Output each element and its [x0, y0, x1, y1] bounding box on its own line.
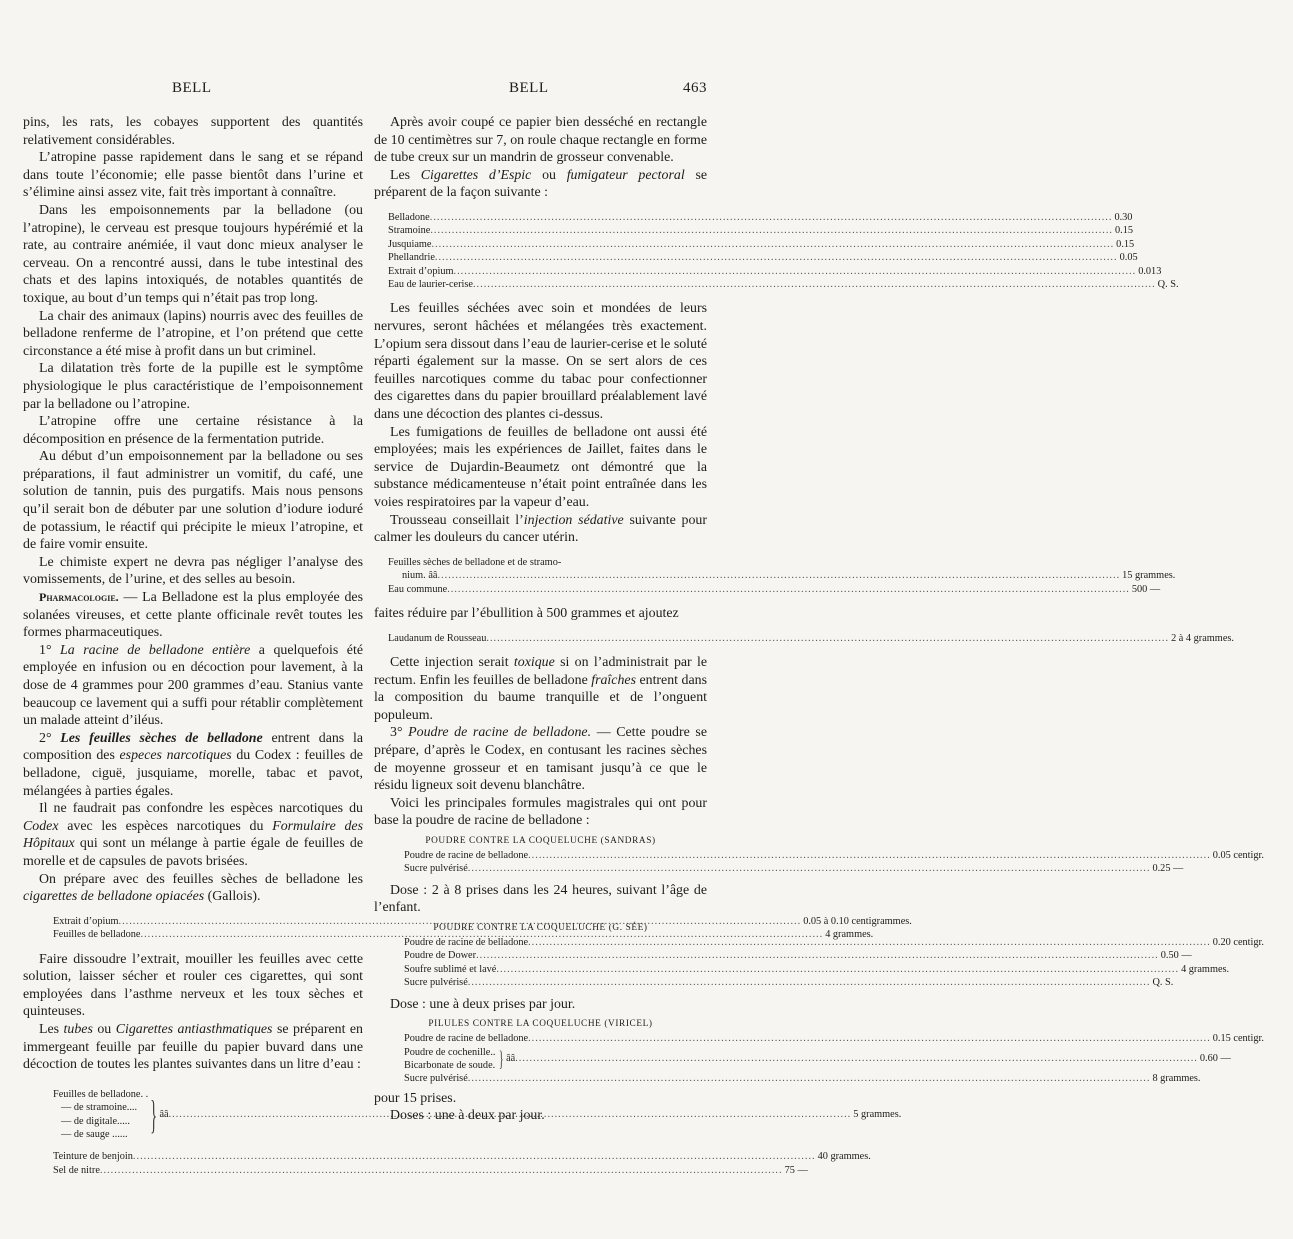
- amount: 4 grammes.: [825, 929, 874, 941]
- paragraph: pour 15 prises.: [374, 1090, 457, 1106]
- ingredient: Jusquiame: [388, 238, 432, 250]
- recipe-row: [388, 211, 1133, 224]
- dose-text: Doses : une à deux par jour.: [390, 1108, 545, 1124]
- italic-term: injection sédative: [523, 512, 624, 528]
- amount: 0.013: [1138, 265, 1162, 277]
- paragraph: Voici les principales formules magistrales qui ont pour base la poudre de racine de belladone :: [374, 795, 707, 829]
- italic-term: Poudre de racine de belladone.: [408, 725, 592, 741]
- ingredient: Laudanum de Rousseau: [388, 632, 487, 644]
- aa-label: ââ: [159, 1108, 169, 1120]
- text: se préparent en immergeant feuille par feuille du papier buvard dans une décoction de toutes les plantes suivantes dans un litre d’eau :: [23, 1021, 364, 1073]
- formula-title: POUDRE CONTRE LA COQUELUCHE (SANDRAS): [425, 835, 656, 846]
- recipe-row: [388, 569, 1176, 582]
- section-heading: Pharmacologie.: [39, 590, 119, 605]
- recipe-row: [388, 238, 1135, 251]
- italic-term: fumigateur pectoral: [566, 167, 685, 183]
- paragraph: [23, 1021, 363, 1074]
- formula-table: [404, 1032, 1264, 1086]
- text: Les: [390, 167, 421, 183]
- ingredient: — de sauge ......: [61, 1128, 128, 1140]
- recipe-row: [388, 632, 1234, 645]
- recipe-row: [388, 224, 1134, 237]
- amount: 0.05 centigr.: [1212, 849, 1264, 861]
- ingredient: Sucre pulvérisé: [404, 977, 468, 989]
- amount: 15 grammes.: [1122, 570, 1176, 582]
- brace-list: [404, 1046, 496, 1073]
- ingredient: Teinture de benjoin: [53, 1151, 133, 1163]
- page-number: 463: [683, 80, 707, 96]
- amount: 2 à 4 grammes.: [1171, 632, 1234, 644]
- paragraph: [23, 730, 363, 800]
- ingredient: Sucre pulvérisé: [404, 1073, 468, 1085]
- paragraph: [374, 654, 707, 724]
- paragraph: [23, 800, 363, 870]
- italic-term: Cigarettes d’Espic: [420, 167, 532, 183]
- amount: 0.05 à 0.10 centigrammes.: [803, 915, 912, 927]
- recipe-table: [388, 211, 1179, 291]
- ingredient: Extrait d’opium: [388, 265, 454, 277]
- italic-term: especes narcotiques: [119, 748, 232, 764]
- ingredient: Poudre de cochenille..: [404, 1046, 496, 1058]
- ingredient: — de stramoine....: [61, 1102, 138, 1114]
- recipe-row: [388, 583, 1161, 596]
- recipe-table: [388, 632, 1234, 645]
- amount: 75 —: [784, 1164, 808, 1176]
- paragraph: La chair des animaux (lapins) nourris avec des feuilles de belladone renferme de l’atropine, et l’on prétend que cette circonstance a été mise à profit dans un but criminel.: [23, 308, 363, 359]
- paragraph: Les fumigations de feuilles de belladone ont aussi été employées; mais les expériences de Jaillet, faites dans le service de Dujardin-Beaumetz ont démontré que la substance médicamenteuse n’était point entraînée dans les voies respiratoires par la vapeur d’eau.: [374, 424, 707, 510]
- brace-list: [53, 1088, 148, 1142]
- amount: 5 grammes.: [853, 1108, 902, 1120]
- item-number: 3°: [390, 725, 409, 741]
- amount: 0.30: [1114, 211, 1133, 223]
- italic-term: Formulaire des Hôpitaux: [23, 818, 363, 852]
- recipe-row: [388, 265, 1162, 278]
- recipe-row: [404, 949, 1192, 962]
- text: si on l’administrait par le rectum. Enfin les feuilles de belladone: [374, 654, 708, 688]
- paragraph: [23, 642, 363, 730]
- dose-text: Dose : 2 à 8 prises dans les 24 heures, suivant l’âge de l’enfant.: [374, 882, 707, 916]
- pharmacology-paragraph: [23, 589, 363, 642]
- recipe-row: [404, 1072, 1201, 1085]
- ingredient: Eau de laurier-cerise: [388, 279, 473, 290]
- italic-term: La racine de belladone entière: [60, 642, 251, 658]
- paragraph: Le chimiste expert ne devra pas négliger l’analyse des vomissements, de l’urine, et des selles au besoin.: [23, 554, 363, 588]
- text: du Codex : feuilles de belladone, ciguë, jusquiame, morelle, tabac et pavot, mélangées à parties égales.: [23, 748, 363, 799]
- italic-term: Les feuilles sèches de belladone: [60, 730, 263, 746]
- formula-table: [404, 849, 1264, 876]
- ingredient: — de digitale.....: [61, 1115, 130, 1127]
- recipe-row: [404, 936, 1264, 949]
- item-number: 1°: [39, 642, 61, 658]
- ingredient: Poudre de racine de belladone: [404, 1033, 529, 1045]
- right-brace-icon: }: [150, 1091, 158, 1137]
- text: qui sont un mélange à partie égale de feuilles de morelle et de capsules de pavots brisées.: [23, 836, 363, 869]
- paragraph: [374, 724, 707, 794]
- italic-term: cigarettes de belladone opiacées: [23, 889, 205, 905]
- paragraph: pins, les rats, les cobayes supportent des quantités relativement considérables.: [23, 115, 363, 148]
- amount: 0.60 —: [1199, 1053, 1231, 1065]
- italic-term: tubes: [63, 1021, 93, 1037]
- paragraph: L’atropine offre une certaine résistance à la décomposition en présence de la fermentation putride.: [23, 414, 363, 447]
- ingredient: Soufre sublimé et lavé: [404, 963, 497, 975]
- text: Les: [39, 1021, 64, 1037]
- recipe-row: [388, 251, 1138, 264]
- text: suivante pour calmer les douleurs du cancer utérin.: [374, 512, 708, 546]
- ingredient: Poudre de racine de belladone: [404, 849, 529, 861]
- amount: Q. S.: [1157, 279, 1179, 290]
- recipe-row: [404, 963, 1230, 976]
- text: se préparent de la façon suivante :: [374, 167, 708, 201]
- paragraph: [23, 871, 363, 906]
- text: a quelquefois été employée en infusion ou en décoction pour lavement, à la dose de 4 grammes pour 200 grammes d’eau. Stanius vante beaucoup ce lavement qui a suffi pour rétablir complètement un malade atteint d’iléus.: [23, 642, 363, 729]
- text: ou: [531, 167, 567, 183]
- running-header-left: BELL: [172, 80, 212, 96]
- amount: 0.20 centigr.: [1212, 936, 1264, 948]
- formula-table: [404, 936, 1264, 990]
- recipe-row: [404, 976, 1174, 989]
- ingredient: Stramoine: [388, 225, 431, 237]
- amount: 0.15: [1115, 225, 1134, 237]
- recipe-table: [53, 1150, 871, 1177]
- formula-title: PILULES CONTRE LA COQUELUCHE (VIRICEL): [428, 1019, 653, 1030]
- ingredient: Feuilles sèches de belladone et de stramo-: [388, 556, 562, 568]
- text: Cette injection serait: [390, 654, 514, 670]
- italic-term: Codex: [23, 818, 59, 834]
- ingredient: Extrait d’opium: [53, 915, 119, 927]
- recipe-row: [404, 862, 1184, 875]
- text: ou: [92, 1021, 116, 1037]
- text: — Cette poudre se prépare, d’après le Codex, en contusant les racines sèches de moyenne grosseur et en tamisant jusqu’à ce que le résidu ligneux soit devenu blanchâtre.: [374, 725, 707, 794]
- paragraph: faites réduire par l’ébullition à 500 grammes et ajoutez: [374, 605, 679, 621]
- running-header-center: BELL: [509, 80, 549, 96]
- ingredient: Poudre de Dower: [404, 950, 477, 962]
- amount: 8 grammes.: [1152, 1073, 1201, 1085]
- amount: 500 —: [1131, 583, 1161, 595]
- recipe-row: [53, 928, 874, 941]
- formula-title: POUDRE CONTRE LA COQUELUCHE (G. SÉE): [433, 922, 648, 933]
- paragraph: Après avoir coupé ce papier bien desséché en rectangle de 10 centimètres sur 7, on roule chaque rectangle en forme de tube creux sur un mandrin de grosseur convenable.: [374, 115, 707, 166]
- ingredient: Poudre de racine de belladone: [404, 936, 529, 948]
- item-number: 2°: [39, 730, 61, 746]
- recipe-row: [404, 849, 1264, 862]
- paragraph: La dilatation très forte de la pupille est le symptôme physiologique le plus caractéristique de l’empoisonnement par la belladone ou l’atropine.: [23, 361, 363, 412]
- amount: 0.05: [1119, 252, 1138, 264]
- amount: 0.50 —: [1160, 950, 1192, 962]
- ingredient: Feuilles de belladone. .: [53, 1088, 149, 1100]
- text: — La Belladone est la plus employée des solanées vireuses, et cette plante officinale revêt toutes les formes pharmaceutiques.: [23, 590, 363, 641]
- text: (Gallois).: [204, 889, 261, 905]
- ingredient: Sel de nitre: [53, 1164, 100, 1176]
- text: avec les espèces narcotiques du: [58, 818, 273, 834]
- recipe-table: [388, 556, 1176, 596]
- amount: 0.25 —: [1152, 863, 1184, 875]
- right-brace-icon: }: [498, 1045, 504, 1071]
- aa-label: ââ: [506, 1053, 516, 1065]
- recipe-row: [53, 1164, 808, 1177]
- text: Il ne faudrait pas confondre les espèces narcotiques du: [39, 801, 363, 817]
- amount: 0.15 centigr.: [1212, 1033, 1264, 1045]
- amount: 40 grammes.: [817, 1151, 871, 1163]
- recipe-row: [404, 1032, 1264, 1045]
- recipe-row: [53, 1150, 871, 1163]
- paragraph: Dans les empoisonnements par la belladone (ou l’atropine), le cerveau est presque toujours hypérémié et la rate, au contraire anémiée, il vaut donc mieux analyser le cerveau. On a rencontré aussi, dans le tube intestinal des chats et des lapins intoxiqués, de notables quantités de toxique, au bout d’un temps qui n’était pas trop long.: [23, 202, 363, 306]
- italic-term: toxique: [513, 654, 555, 670]
- brace-recipe: [404, 1045, 1231, 1073]
- italic-term: Cigarettes antiasthmatiques: [115, 1021, 273, 1037]
- paragraph: Les feuilles séchées avec soin et mondées de leurs nervures, seront hâchées et mélangées très exactement. L’opium sera dissout dans l’eau de laurier-cerise et le soluté réparti également sur la masse. On se sert alors de ces feuilles narcotiques comme du tabac pour confectionner des cigarettes dans du papier brouillard préalablement lavé dans une décoction des plantes ci-dessus.: [374, 301, 707, 422]
- ingredient: Phellandrie: [388, 252, 435, 264]
- paragraph: [374, 167, 707, 202]
- ingredient: nium. ââ: [402, 570, 438, 582]
- text: Trousseau conseillait l’: [390, 512, 524, 528]
- recipe-row: [506, 1052, 1280, 1065]
- paragraph: Faire dissoudre l’extrait, mouiller les feuilles avec cette solution, laisser sécher et rouler ces cigarettes, qui sont employées dans l’asthme nerveux et les toux sèches et quinteuses.: [23, 951, 363, 1020]
- recipe-row: [388, 278, 1179, 291]
- paragraph: [374, 512, 707, 547]
- text: entrent dans la composition du baume tranquille et de l’onguent populeum.: [374, 672, 707, 723]
- ingredient: Eau commune: [388, 583, 448, 595]
- ingredient: Bicarbonate de soude.: [404, 1059, 496, 1071]
- ingredient: Sucre pulvérisé: [404, 863, 468, 875]
- ingredient: Feuilles de belladone: [53, 929, 141, 941]
- paragraph: Au début d’un empoisonnement par la belladone ou ses préparations, il faut administrer un vomitif, du café, une solution de tannin, puis des purgatifs. Mais nous pensons qu’il serait bon de débuter par une solution d’iodure ioduré de potassium, le réactif qui précipite le mieux l’atropine, et de faire vomir ensuite.: [23, 449, 363, 553]
- amount: 0.15: [1116, 238, 1135, 250]
- italic-term: fraîches: [591, 672, 636, 688]
- amount: 4 grammes.: [1181, 963, 1230, 975]
- ingredient: Belladone: [388, 211, 430, 223]
- paragraph: L’atropine passe rapidement dans le sang et se répand dans toute l’économie; elle passe bientôt dans l’urine et s’élimine ainsi assez vite, fait très important à connaître.: [23, 150, 363, 201]
- text: On prépare avec des feuilles sèches de belladone les: [39, 871, 363, 887]
- dose-text: Dose : une à deux prises par jour.: [390, 996, 576, 1012]
- text: entrent dans la composition des: [23, 730, 363, 764]
- amount: Q. S.: [1152, 977, 1174, 989]
